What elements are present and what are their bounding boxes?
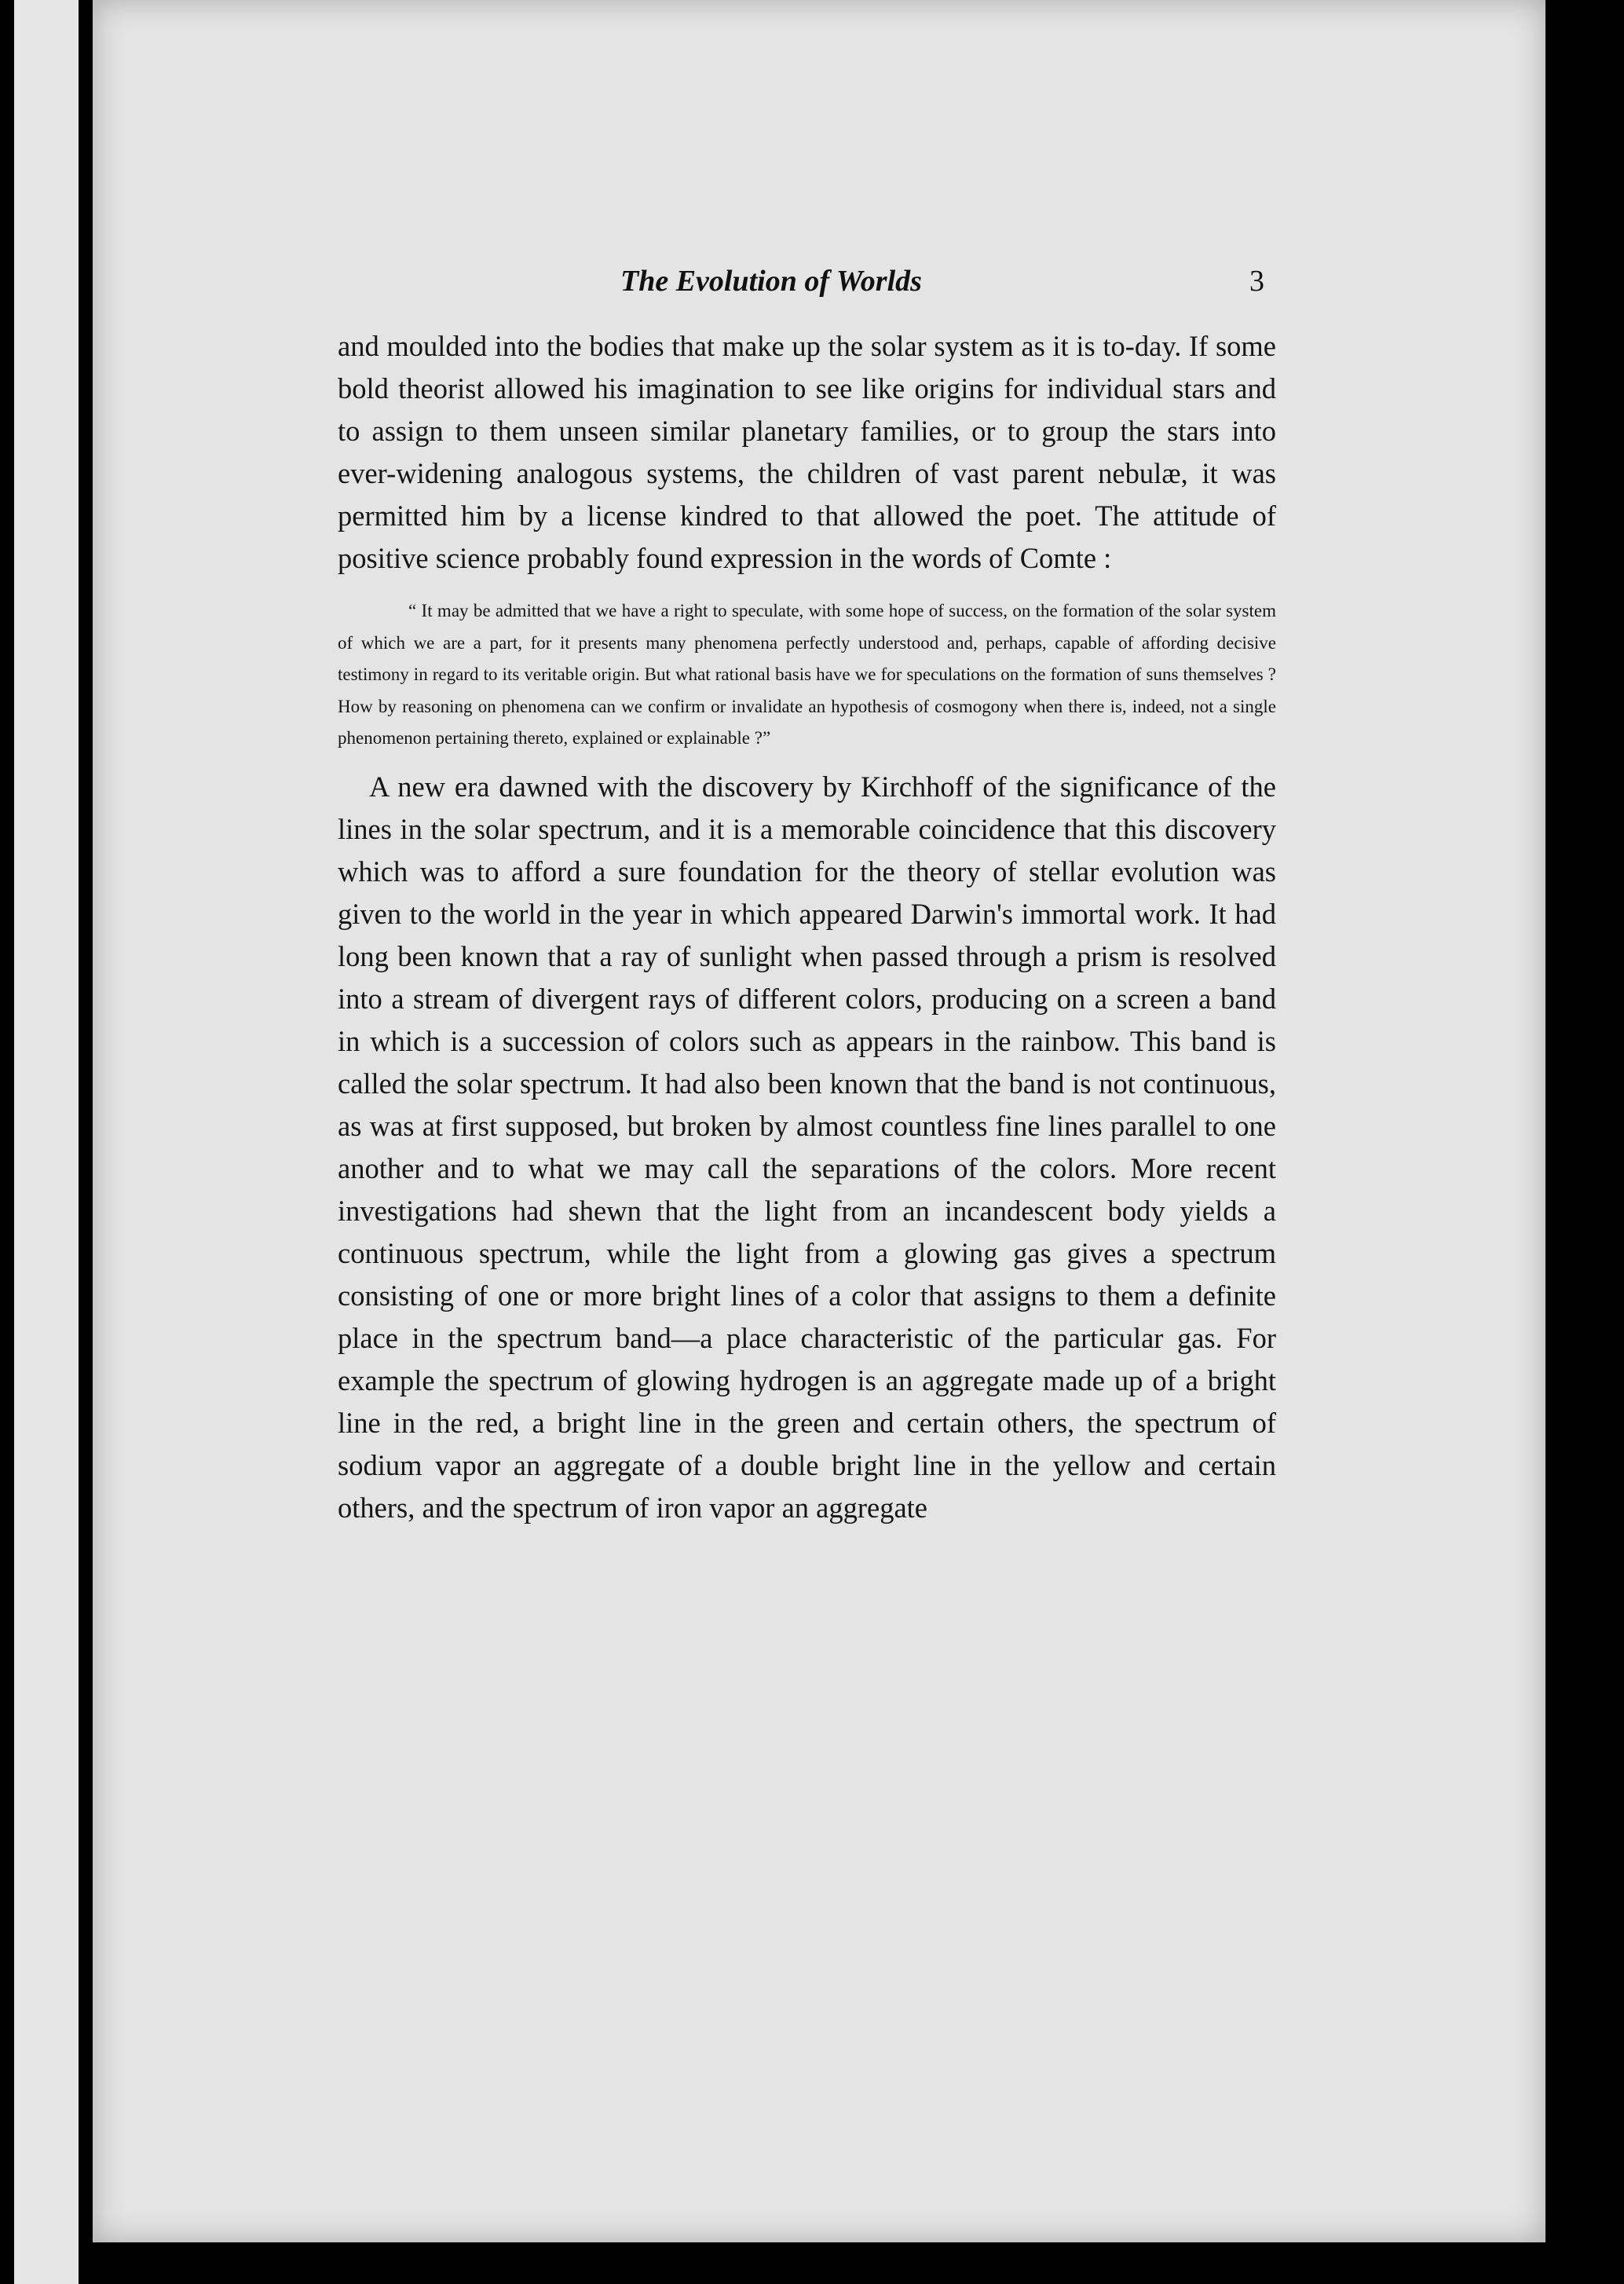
page-number: 3 (1249, 265, 1264, 298)
block-quote: “ It may be admitted that we have a right to speculate, with some hope of success, on the formation of the solar system of which we are a part, for it presents many phenomena perfectly understood and, perhaps, capable of affording decisive testimony in regard to its veritable origin. But what rational basis have we for speculations on the formation of suns themselves ? How by reasoning on phenomena can we confirm or invalidate an hypothesis of cosmogony when there is, indeed, not a single phenomenon pertaining thereto, explained or explainable ?” (338, 601, 1276, 748)
body-paragraph-2: A new era dawned with the discovery by Kirchhoff of the significance of the lines in the solar spectrum, and it is a memorable coincidence that this discovery which was to afford a sure foundation for the theory of stellar evolution was given to the world in the year in which appeared Darwin's immortal work. It had long been known that a ray of sunlight when passed through a prism is resolved into a stream of divergent rays of different colors, producing on a screen a band in which is a succession of colors such as appears in the rainbow. This band is called the solar spectrum. It had also been known that the band is not continuous, as was at first supposed, but broken by almost countless fine lines parallel to one another and to what we may call the separations of the colors. More recent investigations had shewn that the light from an incandescent body yields a continuous spectrum, while the light from a glowing gas gives a spectrum consisting of one or more bright lines of a color that assigns to them a definite place in the spectrum band—a place characteristic of the particular gas. For example the spectrum of glowing hydrogen is an aggregate made up of a bright line in the red, a bright line in the green and certain others, the spectrum of sodium vapor an aggregate of a double bright line in the yellow and certain others, and the spectrum of iron vapor an aggregate (338, 770, 1276, 1524)
page-bottom-shadow (93, 2242, 1624, 2284)
left-gutter (0, 0, 14, 2284)
binding-shadow (79, 0, 93, 2284)
right-edge-shadow (1545, 0, 1624, 2284)
body-paragraph-1: and moulded into the bodies that make up the solar system as it is to-day. If some bold theorist allowed his imagination to see like origins for individual stars and to assign to them unseen similar planetary families, or to group the stars into ever-widening analogous systems, the children of vast parent nebulæ, it was permitted him by a license kindred to that allowed the poet. The attitude of positive science probably found expression in the words of Comte : (338, 330, 1276, 574)
text-block (338, 325, 1276, 1529)
page-header (620, 264, 1264, 311)
running-title: The Evolution of Worlds (620, 265, 922, 298)
previous-page-edge (14, 0, 79, 2284)
